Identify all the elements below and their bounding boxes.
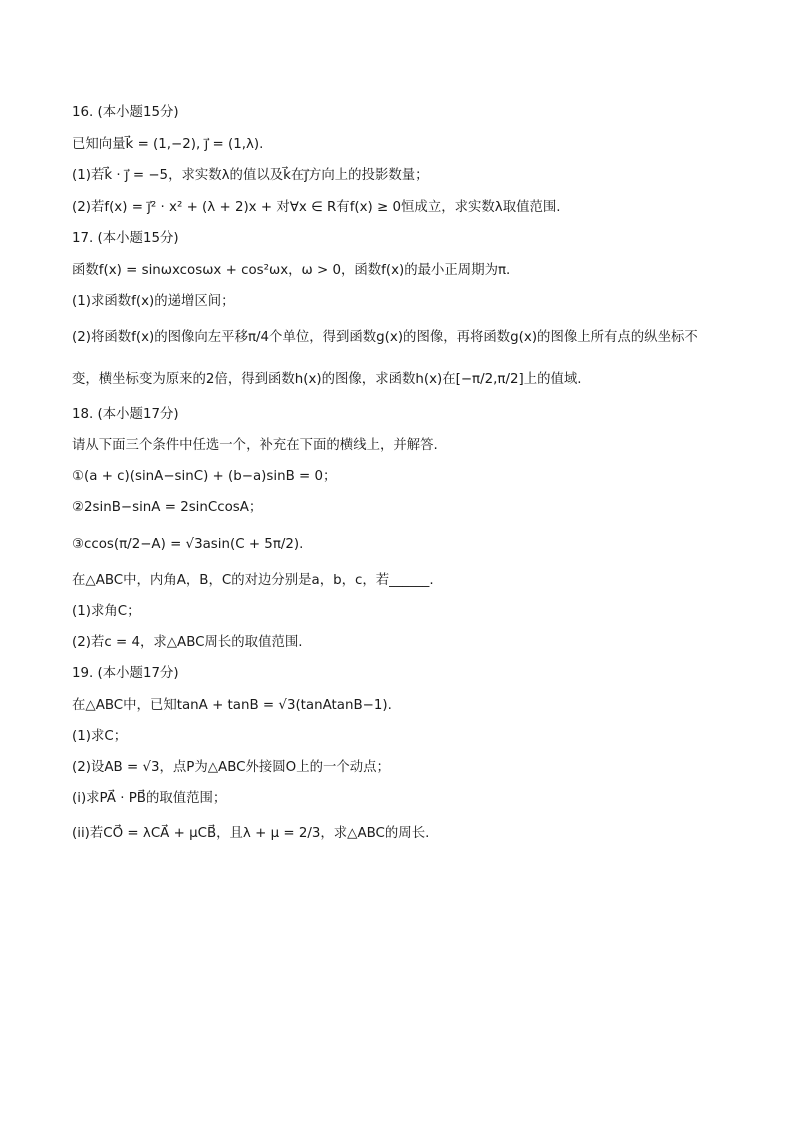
question-19-line-1: 在△ABC中，已知tanA + tanB = √3(tanAtanB−1). — [72, 698, 392, 713]
question-19-line-3: (2)设AB = √3，点P为△ABC外接圆O上的一个动点； — [72, 760, 390, 775]
question-19-header: 19. (本小题17分) — [72, 666, 179, 681]
question-18-header: 18. (本小题17分) — [72, 407, 179, 422]
question-16-line-1: 已知向量k⃗ = (1,−2), j⃗ = (1,λ). — [72, 137, 264, 152]
question-18-line-7: (2)若c = 4，求△ABC周长的取值范围. — [72, 635, 303, 650]
question-18-line-1: 请从下面三个条件中任选一个，补充在下面的横线上，并解答. — [72, 438, 438, 453]
question-18-line-2: ①(a + c)(sinA−sinC) + (b−a)sinB = 0； — [72, 469, 337, 484]
question-18-line-5: 在△ABC中，内角A，B，C的对边分别是a，b，c，若______. — [72, 573, 434, 588]
question-18-line-4: ③ccos(π/2−A) = √3asin(C + 5π/2). — [72, 537, 304, 552]
question-17-line-4: 变，横坐标变为原来的2倍，得到函数h(x)的图像，求函数h(x)在[−π/2,π/2]上的值域. — [72, 372, 582, 387]
question-19-line-2: (1)求C； — [72, 729, 128, 744]
question-18-line-6: (1)求角C； — [72, 604, 141, 619]
question-16-line-3: (2)若f(x) = j⃗² · x² + (λ + 2)x + 对∀x ∈ R有f(x) ≥ 0恒成立，求实数λ取值范围. — [72, 200, 561, 215]
question-19-line-4: (i)求PA⃗ · PB⃗的取值范围； — [72, 791, 227, 806]
question-16-line-2: (1)若k⃗ · j⃗ = −5，求实数λ的值以及k⃗在j⃗方向上的投影数量； — [72, 168, 429, 183]
question-16-header: 16. (本小题15分) — [72, 105, 179, 120]
question-17-line-3: (2)将函数f(x)的图像向左平移π/4个单位，得到函数g(x)的图像，再将函数g(x)的图像上所有点的纵坐标不 — [72, 330, 698, 345]
question-18-line-3: ②2sinB−sinA = 2sinCcosA； — [72, 500, 263, 515]
question-17-line-2: (1)求函数f(x)的递增区间； — [72, 294, 235, 309]
question-19-line-5: (ii)若CO⃗ = λCA⃗ + μCB⃗，且λ + μ = 2/3，求△ABC的周长. — [72, 826, 430, 841]
question-17-header: 17. (本小题15分) — [72, 231, 179, 246]
question-17-line-1: 函数f(x) = sinωxcosωx + cos²ωx，ω > 0，函数f(x)的最小正周期为π. — [72, 263, 511, 278]
